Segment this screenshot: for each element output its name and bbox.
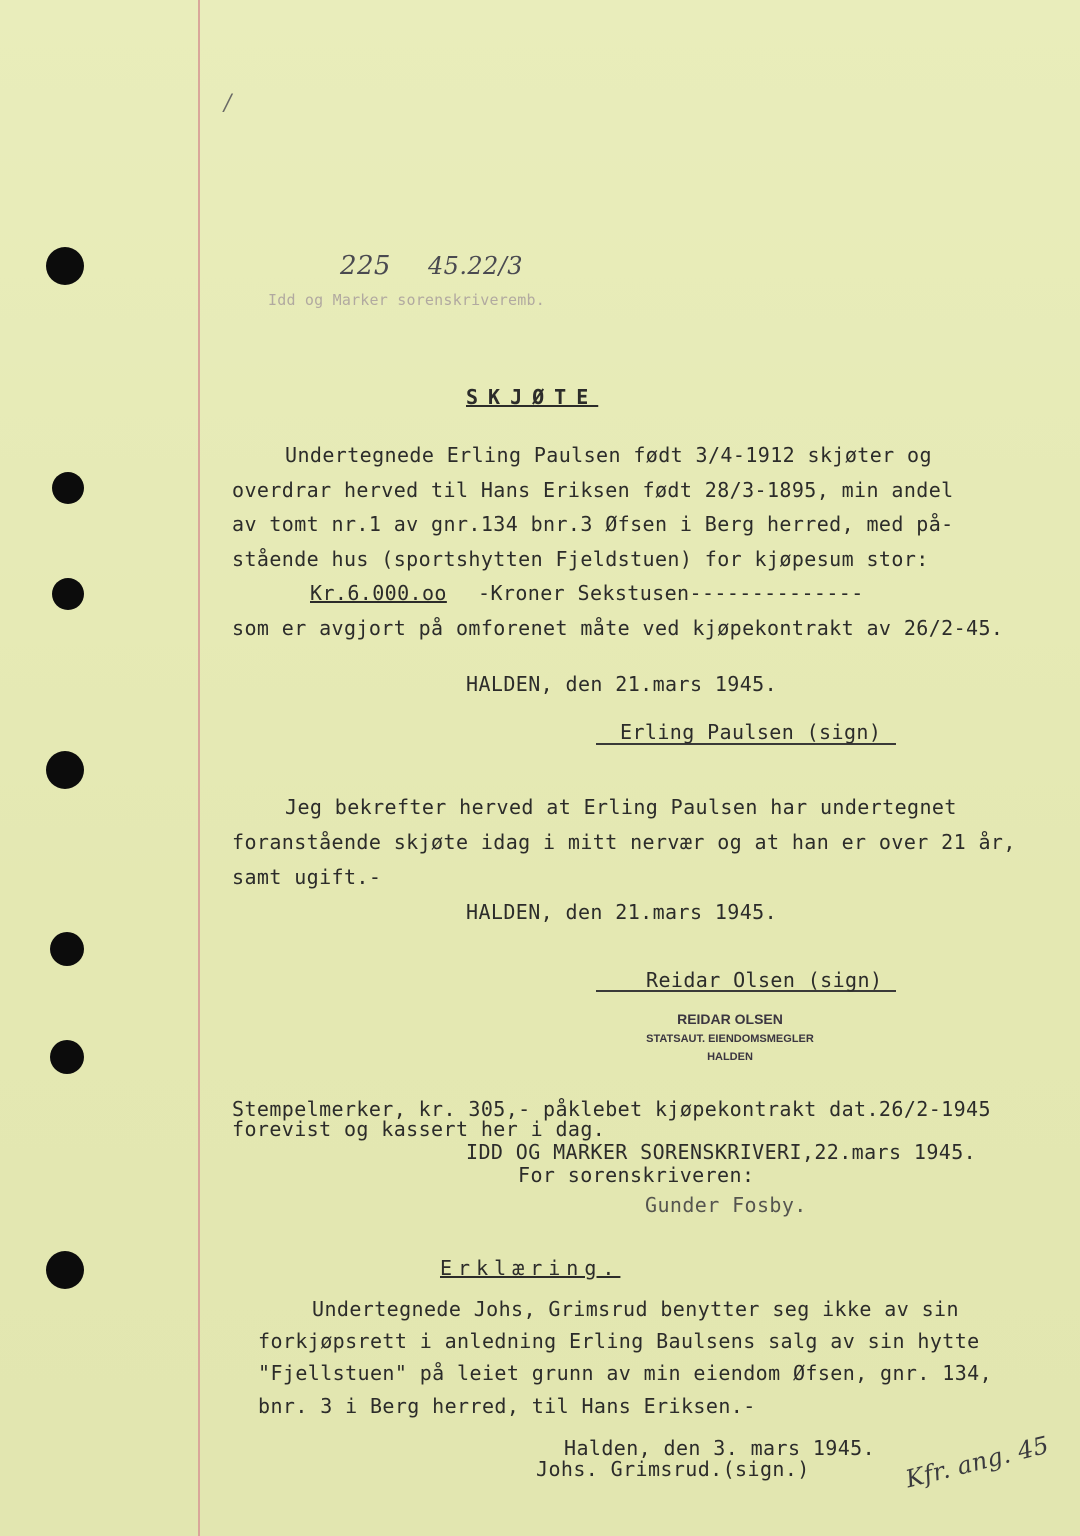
punch-hole-7 bbox=[46, 1251, 84, 1289]
deed-line-2: overdrar herved til Hans Eriksen født 28/3-1895, min andel bbox=[232, 478, 954, 502]
witness-place-date: HALDEN, den 21.mars 1945. bbox=[466, 900, 778, 924]
punch-hole-6 bbox=[50, 1040, 84, 1074]
punch-hole-4 bbox=[46, 751, 84, 789]
registration-line-2: forevist og kassert her i dag. bbox=[232, 1117, 606, 1141]
stamp-date: 45.22/3 bbox=[428, 252, 523, 280]
punch-hole-2 bbox=[52, 472, 84, 504]
witness-line-2: foranstående skjøte idag i mitt nervær og at han er over 21 år, bbox=[232, 830, 1016, 854]
deed-amount-words: -Kroner Sekstusen-------------- bbox=[478, 581, 864, 605]
registration-line-1: Stempelmerker, kr. 305,- påklebet kjøpekontrakt dat.26/2-1945 bbox=[232, 1097, 991, 1121]
punch-hole-1 bbox=[46, 247, 84, 285]
stamp-number: 225 bbox=[340, 251, 391, 281]
broker-seal-city: HALDEN bbox=[707, 1051, 753, 1063]
declaration-place-date: Halden, den 3. mars 1945. bbox=[564, 1436, 876, 1460]
handwritten-note: Kfr. ang. 45 bbox=[902, 1430, 1052, 1494]
document-title: SKJØTE bbox=[466, 385, 599, 409]
declaration-line-2: forkjøpsrett i anledning Erling Baulsens salg av sin hytte bbox=[258, 1329, 980, 1353]
declaration-line-1: Undertegnede Johs, Grimsrud benytter seg ikke av sin bbox=[312, 1297, 959, 1321]
registration-line-3: IDD OG MARKER SORENSKRIVERI,22.mars 1945. bbox=[466, 1140, 977, 1164]
broker-seal-title: STATSAUT. EIENDOMSMEGLER bbox=[646, 1033, 814, 1045]
punch-hole-3 bbox=[52, 578, 84, 610]
registration-signature: Gunder Fosby. bbox=[645, 1193, 807, 1217]
deed-amount: Kr.6.000.oo bbox=[310, 581, 447, 605]
broker-seal-name: REIDAR OLSEN bbox=[677, 1011, 783, 1027]
registration-line-4: For sorenskriveren: bbox=[518, 1163, 755, 1187]
witness-signature: Reidar Olsen (sign) bbox=[646, 968, 883, 992]
stamp-office: Idd og Marker sorenskriveremb. bbox=[268, 291, 545, 309]
witness-line-3: samt ugift.- bbox=[232, 865, 382, 889]
punch-hole-5 bbox=[50, 932, 84, 966]
deed-last-line: som er avgjort på omforenet måte ved kjøpekontrakt av 26/2-45. bbox=[232, 616, 1004, 640]
margin-rule bbox=[198, 0, 200, 1536]
deed-line-3: av tomt nr.1 av gnr.134 bnr.3 Øfsen i Berg herred, med på- bbox=[232, 512, 954, 536]
declaration-title: Erklæring. bbox=[440, 1256, 621, 1280]
declaration-signature: Johs. Grimsrud.(sign.) bbox=[536, 1457, 810, 1481]
pencil-mark: / bbox=[224, 91, 232, 116]
deed-line-4: stående hus (sportshytten Fjeldstuen) for kjøpesum stor: bbox=[232, 547, 929, 571]
witness-line-1: Jeg bekrefter herved at Erling Paulsen har undertegnet bbox=[285, 795, 957, 819]
deed-line-1: Undertegnede Erling Paulsen født 3/4-1912 skjøter og bbox=[285, 443, 932, 467]
seller-signature: Erling Paulsen (sign) bbox=[620, 720, 882, 744]
declaration-line-4: bnr. 3 i Berg herred, til Hans Eriksen.- bbox=[258, 1394, 756, 1418]
deed-place-date: HALDEN, den 21.mars 1945. bbox=[466, 672, 778, 696]
declaration-line-3: "Fjellstuen" på leiet grunn av min eiendom Øfsen, gnr. 134, bbox=[258, 1361, 993, 1385]
